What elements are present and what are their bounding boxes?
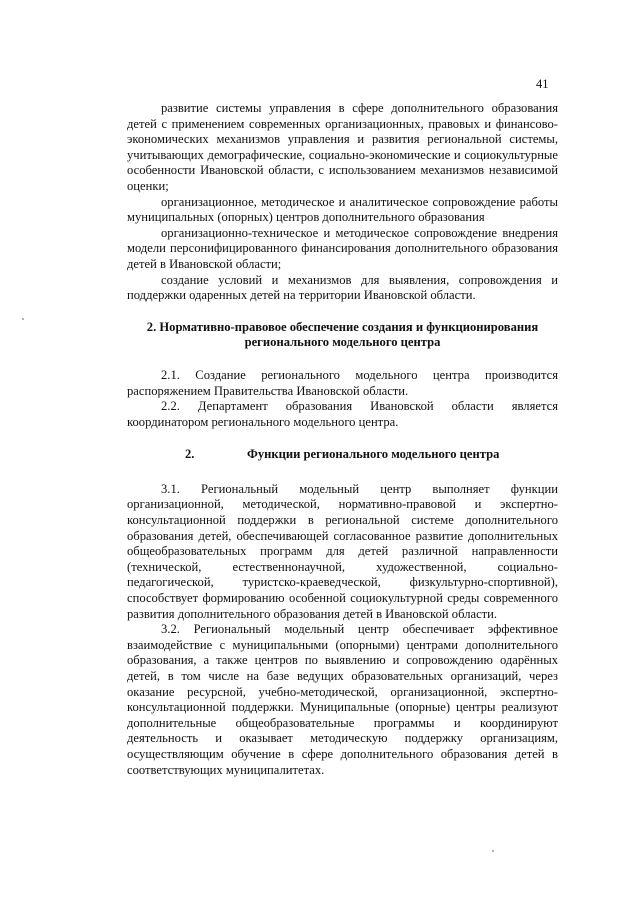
section-2-heading: [127, 320, 558, 351]
paragraph-2-2: 2.2. Департамент образования Ивановской области является координатором регионального модельного центра.: [127, 399, 558, 429]
paragraph-development: развитие системы управления в сфере дополнительного образования детей с применением современных организационных, правовых и финансово-экономических механизмов управления и развития региональной системы, учитывающих демографические, социально-экономические и социокультурные особенности Ивановской области, с использованием механизмов независимой оценки;: [127, 101, 558, 193]
paragraph-3-1: 3.1. Региональный модельный центр выполняет функции организационной, методической, нормативно-правовой и экспертно-консультационной поддержки в региональной системе дополнительного образования детей, обеспечивающей согласованное развитие дополнительных общеобразовательных программ для детей различной направленности (технической, естественнонаучной, художественной, социально-педагогической, туристско-краеведческой, физкультурно-спортивной), способствует формированию особенной социокультурной среды современного развития дополнительного образования детей в Ивановской области.: [127, 481, 558, 621]
paragraph-support-municipal-centers: организационное, методическое и аналитическое сопровождение работы муниципальных (опорных) центров дополнительного образования: [127, 194, 558, 225]
scan-speck: [22, 318, 24, 320]
section-3-heading-text: Функции регионального модельного центра: [247, 447, 500, 462]
section-2-heading-line1: 2. Нормативно-правовое обеспечение создания и функционирования: [146, 319, 539, 334]
section-3-heading: [127, 447, 558, 463]
paragraph-2-1: 2.1. Создание регионального модельного центра производится распоряжением Правительства Ивановской области.: [127, 367, 558, 398]
scan-speck: [492, 850, 494, 852]
page-number: 41: [536, 77, 549, 91]
document-body: [127, 101, 558, 778]
section-3-heading-number: 2.: [185, 447, 195, 462]
section-2-heading-line2: регионального модельного центра: [244, 335, 441, 350]
paragraph-personified-financing: организационно-техническое и методическое сопровождение внедрения модели персонифицированного финансирования дополнительного образования детей в Ивановской области;: [127, 225, 558, 271]
paragraph-gifted-children: создание условий и механизмов для выявления, сопровождения и поддержки одаренных детей на территории Ивановской области.: [127, 272, 558, 303]
paragraph-3-2: 3.2. Региональный модельный центр обеспечивает эффективное взаимодействие с муниципальными (опорными) центрами дополнительного образования, а также центров по выявлению и сопровождению одарённых детей, в том числе на базе ведущих образовательных организаций, через оказание ресурсной, учебно-методической, организационной, экспертно-консультационной поддержки. Муниципальные (опорные) центры реализуют дополнительные общеобразовательные программы и координируют деятельность и оказывает методическую поддержку организациям, осуществляющим обучение в сфере дополнительного образования детей в соответствующих муниципалитетах.: [127, 622, 558, 777]
